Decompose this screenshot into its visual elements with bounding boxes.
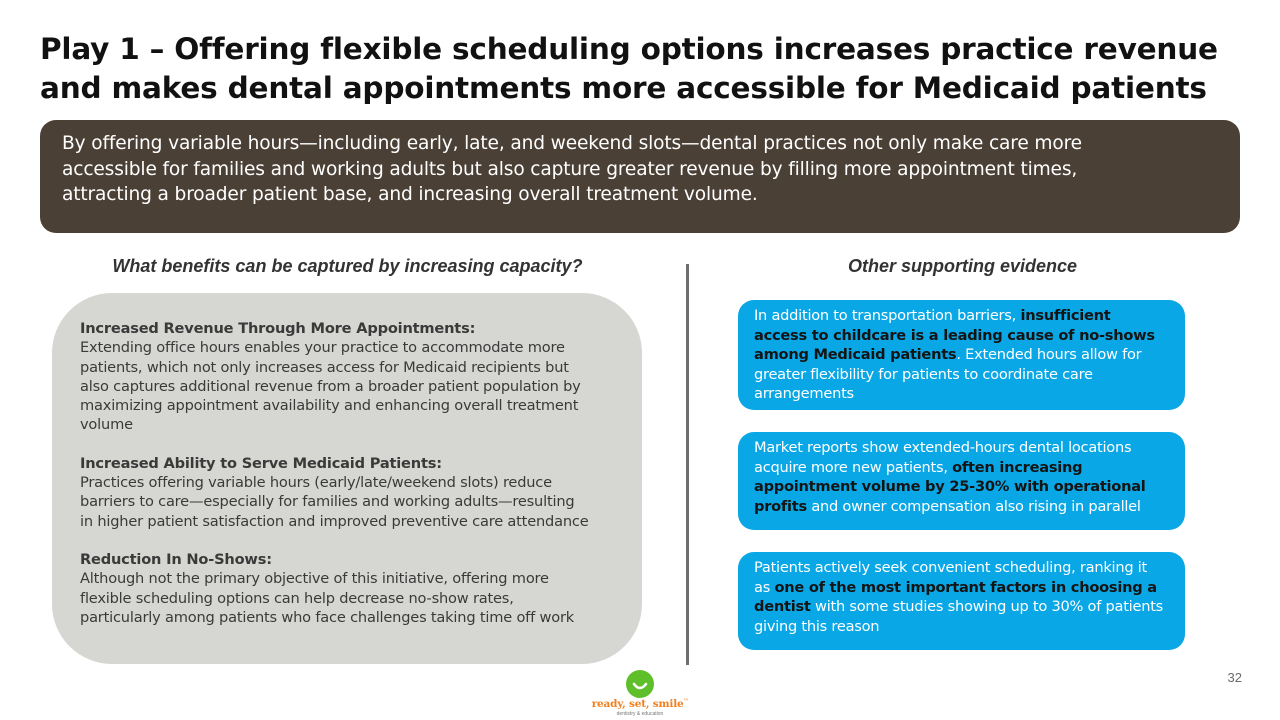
benefit-line: in higher patient satisfaction and improved preventive care attendance xyxy=(80,512,589,530)
evidence-line xyxy=(754,458,1177,478)
slide-title-line: Play 1 – Offering flexible scheduling options increases practice revenue xyxy=(40,32,1218,66)
evidence-text: . Extended hours allow for xyxy=(956,346,1142,363)
benefit-item xyxy=(80,454,622,531)
evidence-bold-text: dentist xyxy=(754,598,811,615)
column-divider xyxy=(686,264,689,665)
evidence-bold-text: among Medicaid patients xyxy=(754,346,957,363)
benefit-body xyxy=(80,569,622,627)
page-number: 32 xyxy=(1227,670,1242,685)
evidence-bold-text: appointment volume by 25-30% with operational xyxy=(754,478,1146,495)
benefit-line: barriers to care—especially for families and working adults—resulting xyxy=(80,493,575,511)
benefit-item xyxy=(80,319,622,435)
benefit-item xyxy=(80,550,622,627)
evidence-card xyxy=(738,432,1185,530)
evidence-line xyxy=(754,617,1177,637)
evidence-bold-text: often increasing xyxy=(952,458,1083,476)
benefit-line: also captures additional revenue from a broader patient population by xyxy=(80,377,581,395)
evidence-line xyxy=(754,384,1177,404)
evidence-line xyxy=(754,438,1177,458)
evidence-text: arrangements xyxy=(754,385,854,402)
benefit-body xyxy=(80,473,622,531)
evidence-line xyxy=(754,345,1177,365)
evidence-text: and owner compensation also rising in parallel xyxy=(806,497,1141,515)
evidence-line xyxy=(754,578,1177,598)
evidence-text: as xyxy=(754,578,775,596)
benefit-line: particularly among patients who face challenges taking time off work xyxy=(80,608,575,626)
summary-line: By offering variable hours—including early, late, and weekend slots—dental practices not only make care more xyxy=(62,133,1082,154)
slide-title-line: and makes dental appointments more accessible for Medicaid patients xyxy=(40,71,1207,105)
evidence-bold-text: profits xyxy=(754,497,807,515)
evidence-text: Market reports show extended-hours dental locations xyxy=(754,439,1132,456)
benefit-body xyxy=(80,338,622,434)
evidence-line xyxy=(754,497,1177,517)
benefits-card xyxy=(52,293,642,664)
benefit-title: Increased Revenue Through More Appointments: xyxy=(80,320,476,337)
evidence-card xyxy=(738,300,1185,410)
evidence-text: Patients actively seek convenient scheduling, ranking it xyxy=(754,559,1148,576)
evidence-line xyxy=(754,365,1177,385)
benefit-line: volume xyxy=(80,416,133,434)
benefits-heading: What benefits can be captured by increasing capacity? xyxy=(112,256,583,276)
evidence-text: giving this reason xyxy=(754,617,880,635)
slide-title xyxy=(40,30,1240,108)
summary-line: attracting a broader patient base, and increasing overall treatment volume. xyxy=(62,184,758,205)
evidence-line xyxy=(754,558,1177,578)
evidence-heading: Other supporting evidence xyxy=(847,256,1078,276)
evidence-bold-text: access to childcare is a leading cause of no-shows xyxy=(754,326,1155,344)
summary-banner xyxy=(40,120,1240,233)
smiley-face-icon xyxy=(626,670,654,698)
evidence-line xyxy=(754,477,1177,497)
benefit-line: maximizing appointment availability and enhancing overall treatment xyxy=(80,397,579,415)
evidence-bold-text: insufficient xyxy=(1020,307,1111,324)
evidence-text: with some studies showing up to 30% of patients xyxy=(810,598,1164,615)
benefit-line: flexible scheduling options can help decrease no-show rates, xyxy=(80,589,514,607)
logo-tagline: dentistry & education xyxy=(616,711,664,717)
evidence-bold-text: one of the most important factors in choosing a xyxy=(774,578,1157,596)
evidence-text: In addition to transportation barriers, xyxy=(754,307,1021,324)
evidence-line xyxy=(754,306,1177,326)
logo-wordmark: ready, set, smile™ xyxy=(591,698,689,710)
benefit-line: patients, which not only increases access for Medicaid recipients but xyxy=(80,358,569,376)
evidence-text: acquire more new patients, xyxy=(754,458,953,476)
benefit-title: Reduction In No-Shows: xyxy=(80,550,272,568)
benefit-line: Practices offering variable hours (early/late/weekend slots) reduce xyxy=(80,474,552,492)
evidence-line xyxy=(754,326,1177,346)
ready-set-smile-logo xyxy=(588,668,692,718)
evidence-line xyxy=(754,597,1177,617)
benefit-line: Although not the primary objective of this initiative, offering more xyxy=(80,570,549,588)
benefit-line: Extending office hours enables your practice to accommodate more xyxy=(80,339,565,357)
evidence-card xyxy=(738,552,1185,650)
benefit-title: Increased Ability to Serve Medicaid Patients: xyxy=(80,454,442,472)
summary-line: accessible for families and working adults but also capture greater revenue by filling more appointment times, xyxy=(62,158,1078,180)
evidence-text: greater flexibility for patients to coordinate care xyxy=(754,365,1093,383)
